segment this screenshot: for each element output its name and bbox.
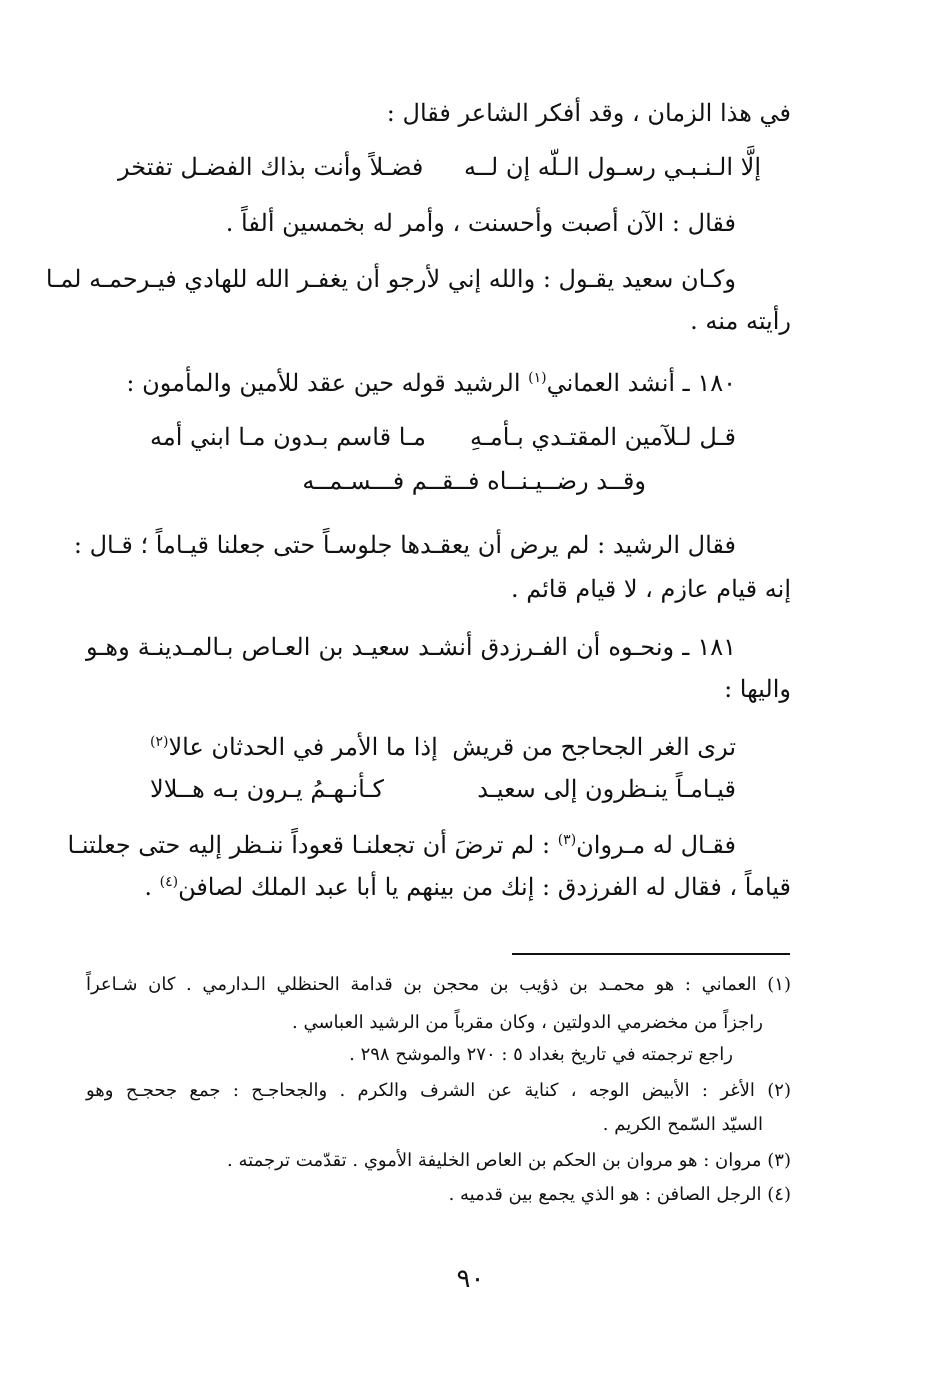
footnote-3: (٣) مروان : هو مروان بن الحكم بن العاص الخليفة الأموي . تقدّمت ترجمته . (227, 1150, 791, 1171)
paragraph-line: وكـان سعيد يقـول : والله إني لأرجو أن يغفـر الله للهادي فيـرحمـه لمـا (45, 265, 736, 293)
text: قياماً ، فقال له الفرزدق : إنك من بينهم يا أبا عبد الملك لصافن (178, 873, 791, 901)
footnote-1-line: راجزاً من مخضرمي الدولتين ، وكان مقرباً من الرشيد العباسي . (292, 1012, 763, 1033)
footnote-1-line: راجع ترجمته في تاريخ بغداد ٥ : ٢٧٠ والموشح ٢٩٨ . (349, 1044, 733, 1065)
footnote-separator (512, 953, 790, 955)
verse-hemistich-second: مـا قاسم بـدون مـا ابني أمه (150, 423, 426, 451)
verse-hemistich-second (150, 730, 438, 764)
footnote-ref-2: (٢) (150, 734, 169, 750)
paragraph-line: إنه قيام عازم ، لا قيام قائم . (511, 575, 791, 603)
item-180-rest: الرشيد قوله حين عقد للأمين والمأمون : (126, 369, 529, 397)
text: . (144, 873, 160, 901)
footnote-2-line: السيّد السّمح الكريم . (602, 1114, 763, 1135)
paragraph-line: واليها : (724, 675, 791, 703)
item-180-heading (126, 366, 736, 400)
verse-text: إذا ما الأمر في الحدثان عالا (168, 733, 438, 761)
footnote-2-line: (٢) الأغر : الأبيض الوجه ، كناية عن الشرف والكرم . والجحاجـح : جمع جحجـح وهو (86, 1080, 791, 1101)
paragraph-line (67, 828, 736, 862)
verse-hemistich-second: كـأنـهـمُ يـرون بـه هــلالا (150, 775, 384, 803)
footnote-ref-3: (٣) (557, 832, 577, 848)
footnote-1-line: (١) العماني : هو محمـد بن ذؤيب بن محجن بن قدامة الحنظلي الـدارمي . كان شـاعراً (86, 974, 791, 995)
verse-hemistich-first: قـل لـلآمين المقتـدي بـأمـهِ (469, 423, 736, 451)
item-180-prefix: ١٨٠ ـ أنشد العماني (546, 369, 736, 397)
page-number: ٩٠ (456, 1264, 485, 1294)
footnote-4: (٤) الرجل الصافن : هو الذي يجمع بين قدميه . (448, 1184, 791, 1205)
paragraph-line: في هذا الزمان ، وقد أفكر الشاعر فقال : (386, 99, 791, 127)
text: فقـال له مـروان (576, 831, 736, 859)
verse-single: وقــد رضــيـنــاه فــقــم فـــسـمــه (302, 467, 646, 495)
paragraph-line: فقال الرشيد : لم يرض أن يعقـدها جلوسـاً حتى جعلنا قيـاماً ؛ قـال : (73, 531, 736, 559)
item-181-heading: ١٨١ ـ ونحـوه أن الفـرزدق أنشـد سعيـد بن العـاص بـالمـدينـة وهـو (86, 633, 736, 661)
verse-hemistich-first: ترى الغر الجحاجح من قريش (452, 733, 736, 761)
footnote-ref-4: (٤) (159, 874, 179, 890)
paragraph-line (144, 870, 791, 904)
verse-hemistich-second: فضـلاً وأنت بذاك الفضـل تفتخر (118, 153, 424, 181)
paragraph-line: رأيته منه . (690, 307, 791, 335)
verse-hemistich-first: إلَّا الـنـبـي رسـول الـلّه إن لــه (464, 153, 761, 181)
footnote-ref-1: (١) (528, 370, 547, 386)
verse-hemistich-first: قيـامـاً ينـظرون إلى سعيـد (477, 775, 736, 803)
text: : لم ترضَ أن تجعلنـا قعوداً ننـظر إليه حتى جعلتنـا (67, 831, 558, 859)
paragraph-line: فقال : الآن أصبت وأحسنت ، وأمر له بخمسين ألفاً . (225, 209, 736, 237)
